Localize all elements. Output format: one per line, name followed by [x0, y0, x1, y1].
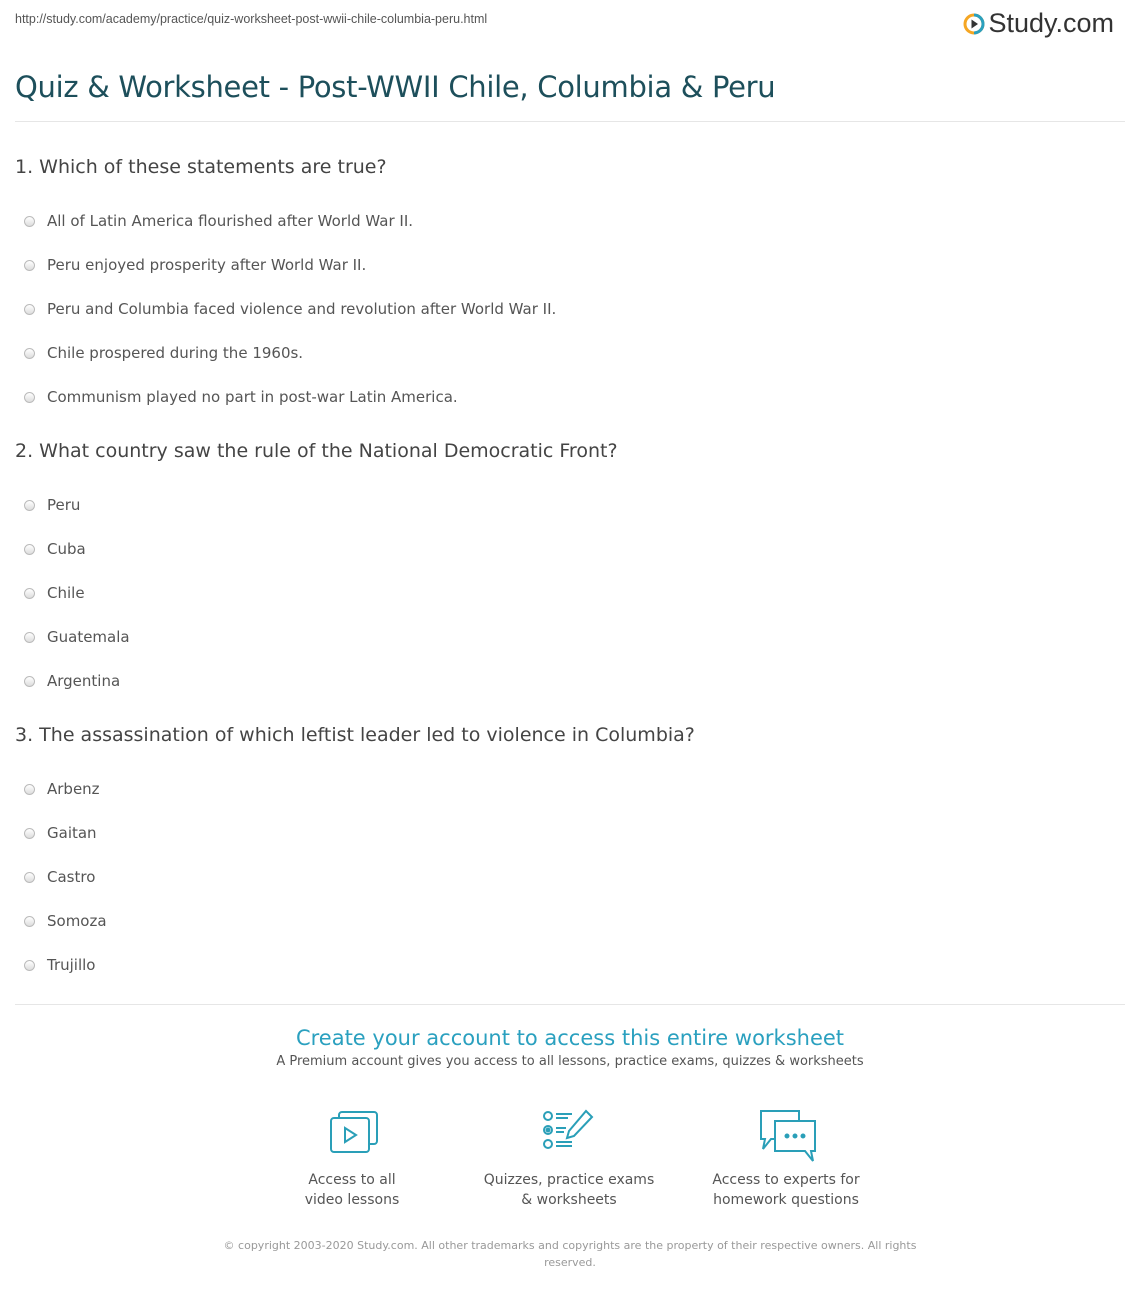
answer-option[interactable]	[15, 527, 1115, 571]
radio-button[interactable]	[24, 676, 35, 687]
answer-option[interactable]	[15, 331, 1115, 375]
feature-label: homework questions	[713, 1192, 859, 1208]
video-lessons-icon	[317, 1108, 387, 1162]
feature-quizzes	[459, 1108, 679, 1210]
feature-label: Access to experts for	[712, 1172, 860, 1188]
play-logo-icon	[963, 13, 985, 35]
feature-label: video lessons	[304, 1192, 400, 1208]
signup-cta	[0, 1026, 1140, 1069]
option-label: Guatemala	[47, 628, 130, 646]
answer-option[interactable]	[15, 375, 1115, 419]
answer-option[interactable]	[15, 899, 1115, 943]
radio-button[interactable]	[24, 916, 35, 927]
study-logo[interactable]	[963, 8, 1114, 39]
logo-text: Study.com	[988, 8, 1114, 38]
answer-option[interactable]	[15, 571, 1115, 615]
question-2	[15, 439, 1115, 703]
feature-video-lessons	[242, 1108, 462, 1210]
radio-button[interactable]	[24, 588, 35, 599]
option-label: Chile prospered during the 1960s.	[47, 344, 304, 362]
radio-button[interactable]	[24, 632, 35, 643]
page-url: http://study.com/academy/practice/quiz-worksheet-post-wwii-chile-columbia-peru.html	[15, 12, 488, 26]
radio-button[interactable]	[24, 348, 35, 359]
answer-option[interactable]	[15, 659, 1115, 703]
feature-label: & worksheets	[521, 1192, 617, 1208]
radio-button[interactable]	[24, 872, 35, 883]
divider	[15, 121, 1125, 122]
option-label: Cuba	[47, 540, 86, 558]
answer-option[interactable]	[15, 943, 1115, 987]
option-label: Peru	[47, 496, 81, 514]
radio-button[interactable]	[24, 500, 35, 511]
answer-option[interactable]	[15, 615, 1115, 659]
option-label: Peru and Columbia faced violence and revolution after World War II.	[47, 300, 557, 318]
answer-option[interactable]	[15, 199, 1115, 243]
radio-button[interactable]	[24, 304, 35, 315]
option-label: Trujillo	[47, 956, 96, 974]
answer-option[interactable]	[15, 287, 1115, 331]
option-label: Argentina	[47, 672, 121, 690]
option-label: Communism played no part in post-war Latin America.	[47, 388, 458, 406]
feature-experts	[676, 1108, 896, 1210]
radio-button[interactable]	[24, 260, 35, 271]
question-3	[15, 723, 1115, 987]
option-label: Castro	[47, 868, 96, 886]
radio-button[interactable]	[24, 544, 35, 555]
copyright-footer: © copyright 2003-2020 Study.com. All other trademarks and copyrights are the property of their respective owners. All rights reserved.	[223, 1239, 917, 1269]
radio-button[interactable]	[24, 784, 35, 795]
option-label: All of Latin America flourished after World War II.	[47, 212, 414, 230]
page-title: Quiz & Worksheet - Post-WWII Chile, Columbia & Peru	[15, 70, 776, 104]
answer-option[interactable]	[15, 243, 1115, 287]
option-label: Gaitan	[47, 824, 97, 842]
cta-subtitle: A Premium account gives you access to all lessons, practice exams, quizzes & worksheets	[276, 1054, 864, 1069]
feature-label: Access to all	[308, 1172, 396, 1188]
radio-button[interactable]	[24, 392, 35, 403]
question-text: 1. Which of these statements are true?	[15, 156, 387, 178]
answer-option[interactable]	[15, 483, 1115, 527]
chat-bubbles-icon	[751, 1108, 821, 1162]
radio-button[interactable]	[24, 828, 35, 839]
answer-option[interactable]	[15, 767, 1115, 811]
option-label: Peru enjoyed prosperity after World War II.	[47, 256, 367, 274]
answer-option[interactable]	[15, 855, 1115, 899]
radio-button[interactable]	[24, 216, 35, 227]
feature-label: Quizzes, practice exams	[483, 1172, 655, 1188]
option-label: Chile	[47, 584, 85, 602]
question-1	[15, 155, 1115, 419]
question-text: 3. The assassination of which leftist leader led to violence in Columbia?	[15, 724, 695, 746]
quiz-checklist-icon	[534, 1108, 604, 1162]
radio-button[interactable]	[24, 960, 35, 971]
answer-option[interactable]	[15, 811, 1115, 855]
option-label: Arbenz	[47, 780, 100, 798]
question-text: 2. What country saw the rule of the National Democratic Front?	[15, 440, 618, 462]
create-account-link[interactable]: Create your account to access this entire worksheet	[295, 1026, 845, 1050]
option-label: Somoza	[47, 912, 107, 930]
divider	[15, 1004, 1125, 1005]
